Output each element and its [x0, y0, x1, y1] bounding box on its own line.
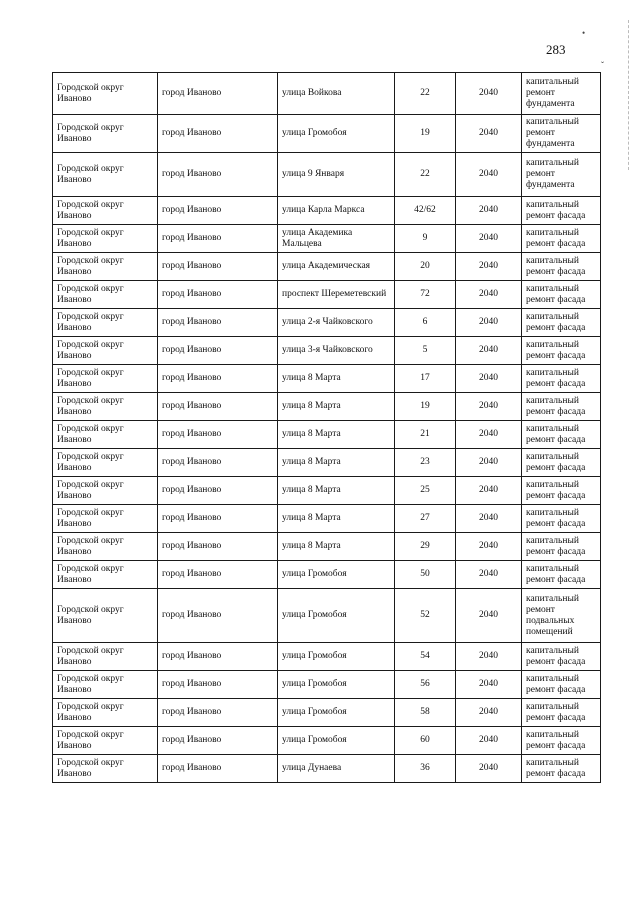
cell-street: улица 8 Марта — [278, 365, 395, 393]
cell-year: 2040 — [456, 727, 522, 755]
cell-year: 2040 — [456, 337, 522, 365]
cell-street: улица 3-я Чайковского — [278, 337, 395, 365]
cell-city: город Иваново — [158, 309, 278, 337]
cell-district: Городской округ Иваново — [53, 727, 158, 755]
table-row — [53, 755, 601, 783]
cell-house: 54 — [395, 643, 456, 671]
table-row — [53, 643, 601, 671]
cell-house: 21 — [395, 421, 456, 449]
cell-house: 9 — [395, 225, 456, 253]
cell-street: улица Академика Мальцева — [278, 225, 395, 253]
cell-district: Городской округ Иваново — [53, 449, 158, 477]
cell-house: 6 — [395, 309, 456, 337]
cell-house: 50 — [395, 561, 456, 589]
cell-year: 2040 — [456, 533, 522, 561]
cell-district: Городской округ Иваново — [53, 197, 158, 225]
table-row — [53, 225, 601, 253]
table-row — [53, 337, 601, 365]
table-row — [53, 73, 601, 115]
cell-house: 29 — [395, 533, 456, 561]
table-row — [53, 365, 601, 393]
cell-street: улица 2-я Чайковского — [278, 309, 395, 337]
cell-district: Городской округ Иваново — [53, 755, 158, 783]
cell-year: 2040 — [456, 393, 522, 421]
cell-house: 22 — [395, 153, 456, 197]
cell-city: город Иваново — [158, 115, 278, 153]
cell-street: улица Громобоя — [278, 643, 395, 671]
table-row — [53, 477, 601, 505]
cell-work: капитальный ремонт фасада — [522, 449, 601, 477]
cell-city: город Иваново — [158, 505, 278, 533]
cell-year: 2040 — [456, 671, 522, 699]
cell-year: 2040 — [456, 755, 522, 783]
cell-work: капитальный ремонт фасада — [522, 309, 601, 337]
cell-street: улица Войкова — [278, 73, 395, 115]
cell-house: 58 — [395, 699, 456, 727]
cell-district: Городской округ Иваново — [53, 561, 158, 589]
cell-work: капитальный ремонт фасада — [522, 281, 601, 309]
cell-street: улица 8 Марта — [278, 421, 395, 449]
cell-work: капитальный ремонт фасада — [522, 197, 601, 225]
cell-year: 2040 — [456, 589, 522, 643]
cell-year: 2040 — [456, 253, 522, 281]
cell-work: капитальный ремонт фасада — [522, 671, 601, 699]
table-row — [53, 671, 601, 699]
cell-work: капитальный ремонт подвальных помещений — [522, 589, 601, 643]
cell-work: капитальный ремонт фасада — [522, 643, 601, 671]
cell-district: Городской округ Иваново — [53, 253, 158, 281]
cell-year: 2040 — [456, 197, 522, 225]
cell-year: 2040 — [456, 153, 522, 197]
table-row — [53, 281, 601, 309]
table-row — [53, 309, 601, 337]
cell-city: город Иваново — [158, 727, 278, 755]
table-row — [53, 589, 601, 643]
cell-year: 2040 — [456, 421, 522, 449]
cell-year: 2040 — [456, 309, 522, 337]
cell-house: 56 — [395, 671, 456, 699]
cell-district: Городской округ Иваново — [53, 309, 158, 337]
table-row — [53, 505, 601, 533]
cell-city: город Иваново — [158, 533, 278, 561]
cell-city: город Иваново — [158, 225, 278, 253]
cell-street: улица 8 Марта — [278, 449, 395, 477]
cell-street: улица 8 Марта — [278, 477, 395, 505]
cell-work: капитальный ремонт фасада — [522, 225, 601, 253]
cell-street: улица 8 Марта — [278, 505, 395, 533]
cell-work: капитальный ремонт фундамента — [522, 73, 601, 115]
cell-city: город Иваново — [158, 253, 278, 281]
cell-street: улица Карла Маркса — [278, 197, 395, 225]
table-row — [53, 561, 601, 589]
cell-house: 52 — [395, 589, 456, 643]
cell-district: Городской округ Иваново — [53, 533, 158, 561]
cell-city: город Иваново — [158, 393, 278, 421]
cell-street: улица Громобоя — [278, 699, 395, 727]
scan-margin-line — [628, 20, 631, 170]
cell-city: город Иваново — [158, 421, 278, 449]
cell-house: 36 — [395, 755, 456, 783]
cell-work: капитальный ремонт фасада — [522, 561, 601, 589]
cell-district: Городской округ Иваново — [53, 153, 158, 197]
cell-district: Городской округ Иваново — [53, 365, 158, 393]
table-row — [53, 727, 601, 755]
table-row — [53, 115, 601, 153]
cell-city: город Иваново — [158, 755, 278, 783]
cell-work: капитальный ремонт фасада — [522, 699, 601, 727]
scan-dot-mark: • — [582, 28, 586, 38]
cell-city: город Иваново — [158, 197, 278, 225]
table-row — [53, 421, 601, 449]
table-row — [53, 699, 601, 727]
cell-city: город Иваново — [158, 643, 278, 671]
cell-city: город Иваново — [158, 153, 278, 197]
cell-district: Городской округ Иваново — [53, 671, 158, 699]
cell-year: 2040 — [456, 281, 522, 309]
cell-street: улица Громобоя — [278, 115, 395, 153]
cell-street: проспект Шереметевский — [278, 281, 395, 309]
cell-district: Городской округ Иваново — [53, 589, 158, 643]
cell-house: 72 — [395, 281, 456, 309]
cell-work: капитальный ремонт фасада — [522, 393, 601, 421]
cell-city: город Иваново — [158, 449, 278, 477]
table-row — [53, 253, 601, 281]
cell-work: капитальный ремонт фундамента — [522, 115, 601, 153]
cell-district: Городской округ Иваново — [53, 421, 158, 449]
cell-city: город Иваново — [158, 281, 278, 309]
table-row — [53, 153, 601, 197]
table-row — [53, 449, 601, 477]
cell-year: 2040 — [456, 365, 522, 393]
cell-work: капитальный ремонт фасада — [522, 505, 601, 533]
cell-city: город Иваново — [158, 671, 278, 699]
cell-year: 2040 — [456, 561, 522, 589]
cell-work: капитальный ремонт фасада — [522, 755, 601, 783]
cell-district: Городской округ Иваново — [53, 337, 158, 365]
cell-house: 22 — [395, 73, 456, 115]
cell-district: Городской округ Иваново — [53, 699, 158, 727]
cell-district: Городской округ Иваново — [53, 477, 158, 505]
cell-work: капитальный ремонт фасада — [522, 477, 601, 505]
cell-work: капитальный ремонт фасада — [522, 337, 601, 365]
table-row — [53, 393, 601, 421]
cell-district: Городской округ Иваново — [53, 281, 158, 309]
cell-district: Городской округ Иваново — [53, 115, 158, 153]
table-row — [53, 197, 601, 225]
cell-work: капитальный ремонт фундамента — [522, 153, 601, 197]
cell-year: 2040 — [456, 699, 522, 727]
cell-house: 42/62 — [395, 197, 456, 225]
cell-work: капитальный ремонт фасада — [522, 421, 601, 449]
cell-work: капитальный ремонт фасада — [522, 533, 601, 561]
cell-house: 5 — [395, 337, 456, 365]
cell-work: капитальный ремонт фасада — [522, 253, 601, 281]
cell-street: улица 8 Марта — [278, 533, 395, 561]
cell-street: улица Громобоя — [278, 561, 395, 589]
cell-district: Городской округ Иваново — [53, 643, 158, 671]
cell-house: 60 — [395, 727, 456, 755]
repair-register-table — [52, 72, 601, 783]
cell-street: улица Академическая — [278, 253, 395, 281]
cell-city: город Иваново — [158, 337, 278, 365]
cell-year: 2040 — [456, 449, 522, 477]
cell-district: Городской округ Иваново — [53, 73, 158, 115]
cell-house: 23 — [395, 449, 456, 477]
cell-year: 2040 — [456, 477, 522, 505]
page-number: 283 — [546, 42, 566, 57]
cell-house: 20 — [395, 253, 456, 281]
cell-city: город Иваново — [158, 477, 278, 505]
cell-year: 2040 — [456, 505, 522, 533]
cell-house: 19 — [395, 115, 456, 153]
cell-year: 2040 — [456, 643, 522, 671]
cell-house: 27 — [395, 505, 456, 533]
scan-tick-mark: ˇ — [601, 60, 604, 70]
cell-year: 2040 — [456, 115, 522, 153]
cell-street: улица Громобоя — [278, 727, 395, 755]
cell-house: 17 — [395, 365, 456, 393]
cell-district: Городской округ Иваново — [53, 225, 158, 253]
cell-year: 2040 — [456, 225, 522, 253]
cell-city: город Иваново — [158, 589, 278, 643]
cell-street: улица Громобоя — [278, 671, 395, 699]
cell-city: город Иваново — [158, 365, 278, 393]
table-row — [53, 533, 601, 561]
cell-city: город Иваново — [158, 561, 278, 589]
cell-city: город Иваново — [158, 699, 278, 727]
cell-district: Городской округ Иваново — [53, 393, 158, 421]
cell-house: 19 — [395, 393, 456, 421]
cell-work: капитальный ремонт фасада — [522, 365, 601, 393]
cell-house: 25 — [395, 477, 456, 505]
cell-district: Городской округ Иваново — [53, 505, 158, 533]
cell-city: город Иваново — [158, 73, 278, 115]
cell-street: улица 8 Марта — [278, 393, 395, 421]
cell-street: улица Дунаева — [278, 755, 395, 783]
cell-street: улица Громобоя — [278, 589, 395, 643]
cell-work: капитальный ремонт фасада — [522, 727, 601, 755]
cell-year: 2040 — [456, 73, 522, 115]
cell-street: улица 9 Января — [278, 153, 395, 197]
